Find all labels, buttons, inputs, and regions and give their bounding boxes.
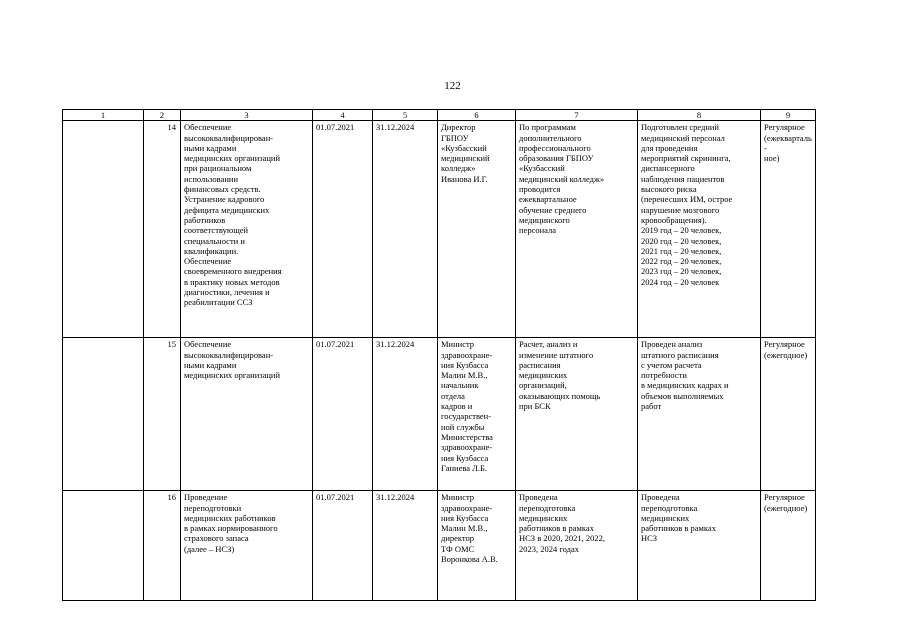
- start-date-cell: 01.07.2021: [313, 338, 373, 491]
- result-cell: Проведен анализ штатного расписания с учетом расчета потребности в медицинских кадрах и объемов выполняемых работ: [638, 338, 761, 491]
- row-number: 15: [144, 338, 181, 491]
- measure-cell: Обеспечение высококвалифицирован- ными кадрами медицинских организаций: [181, 338, 313, 491]
- periodicity-cell: Регулярное (ежегодное): [761, 338, 816, 491]
- result-cell: Подготовлен средний медицинский персонал для проведения мероприятий скрининга, диспансерного наблюдения пациентов высокого риска (перенесших ИМ, острое нарушение мозгового кровообращения). 2019 год – 20 человек, 2020 год – 20 человек, 2021 год – 20 человек, 2022 год – 20 человек, 2023 год – 20 человек, 2024 год – 20 человек: [638, 121, 761, 338]
- table-row: [63, 491, 816, 601]
- responsible-cell: Директор ГБПОУ «Кузбасский медицинский колледж» Иванова И.Г.: [438, 121, 516, 338]
- header-cell: 2: [144, 110, 181, 121]
- measure-cell: Обеспечение высококвалифицирован- ными кадрами медицинских организаций при рациональном использовании финансовых средств. Устранение кадрового дефицита медицинских работников соответствующей специальности и квалификации. Обеспечение своевременного внедрения в практику новых методов диагностики, лечения и реабилитации ССЗ: [181, 121, 313, 338]
- row-number: 14: [144, 121, 181, 338]
- header-cell: 9: [761, 110, 816, 121]
- header-cell: 7: [516, 110, 638, 121]
- measures-table: [62, 109, 816, 601]
- start-date-cell: 01.07.2021: [313, 491, 373, 601]
- end-date-cell: 31.12.2024: [373, 491, 438, 601]
- row-col1-cell: [63, 338, 144, 491]
- header-cell: 1: [63, 110, 144, 121]
- header-cell: 3: [181, 110, 313, 121]
- header-cell: 4: [313, 110, 373, 121]
- end-date-cell: 31.12.2024: [373, 121, 438, 338]
- header-cell: 5: [373, 110, 438, 121]
- description-cell: Расчет, анализ и изменение штатного расписания медицинских организаций, оказывающих помощь при БСК: [516, 338, 638, 491]
- table-row: [63, 121, 816, 338]
- periodicity-cell: Регулярное (ежекварталь- ное): [761, 121, 816, 338]
- responsible-cell: Министр здравоохране- ния Кузбасса Малин М.В., начальник отдела кадров и государствен- ной службы Министерства здравоохране- ния Кузбасса Ганиева Л.Б.: [438, 338, 516, 491]
- row-col1-cell: [63, 121, 144, 338]
- result-cell: Проведена переподготовка медицинских работников в рамках НСЗ: [638, 491, 761, 601]
- row-col1-cell: [63, 491, 144, 601]
- start-date-cell: 01.07.2021: [313, 121, 373, 338]
- periodicity-cell: Регулярное (ежегодное): [761, 491, 816, 601]
- table-row: [63, 338, 816, 491]
- page-number: 122: [444, 80, 461, 92]
- end-date-cell: 31.12.2024: [373, 338, 438, 491]
- row-number: 16: [144, 491, 181, 601]
- header-cell: 6: [438, 110, 516, 121]
- responsible-cell: Министр здравоохране- ния Кузбасса Малин М.В., директор ТФ ОМС Воронкова А.В.: [438, 491, 516, 601]
- description-cell: Проведена переподготовка медицинских работников в рамках НСЗ в 2020, 2021, 2022, 2023, 2024 годах: [516, 491, 638, 601]
- header-cell: 8: [638, 110, 761, 121]
- description-cell: По программам дополнительного профессионального образования ГБПОУ «Кузбасский медицинский колледж» проводится ежеквартальное обучение среднего медицинского персонала: [516, 121, 638, 338]
- table-header-row: [63, 110, 816, 121]
- measure-cell: Проведение переподготовки медицинских работников в рамках нормированного страхового запаса (далее – НСЗ): [181, 491, 313, 601]
